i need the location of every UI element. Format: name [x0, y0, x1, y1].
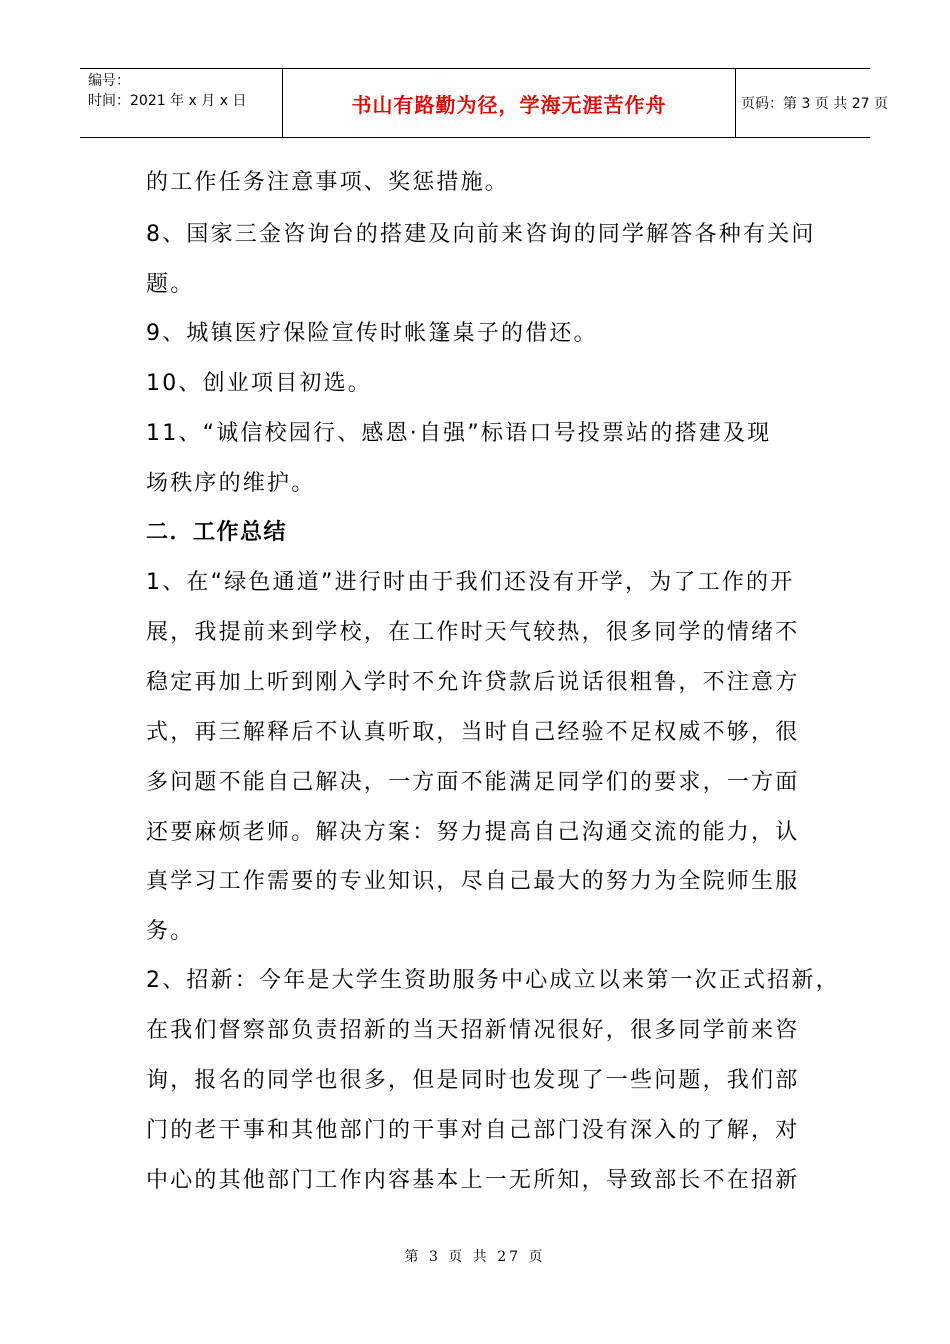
body-line: 的工作任务注意事项、奖惩措施。 [146, 170, 510, 195]
body-line: 10、创业项目初选。 [146, 371, 372, 396]
body-line: 多问题不能自己解决，一方面不能满足同学们的要求，一方面 [146, 770, 800, 795]
body-line: 11、“诚信校园行、感恩·自强”标语口号投票站的搭建及现 [146, 421, 772, 446]
body-line: 门的老干事和其他部门的干事对自己部门没有深入的了解，对 [146, 1118, 800, 1143]
body-line: 真学习工作需要的专业知识，尽自己最大的努力为全院师生服 [146, 869, 800, 894]
body-line: 务。 [146, 919, 195, 944]
body-line: 场秩序的维护。 [146, 471, 316, 496]
date-label: 时间：2021 年 x 月 x 日 [88, 93, 247, 109]
page-footer: 第 3 页 共 27 页 [404, 1249, 546, 1265]
section-heading: 二．工作总结 [146, 520, 288, 545]
body-line: 中心的其他部门工作内容基本上一无所知，导致部长不在招新 [146, 1168, 800, 1193]
body-line: 9、城镇医疗保险宣传时帐篷桌子的借还。 [146, 321, 598, 346]
body-line: 2、招新：今年是大学生资助服务中心成立以来第一次正式招新， [146, 968, 840, 993]
motto-text: 书山有路勤为径，学海无涯苦作舟 [351, 92, 667, 117]
body-line: 询，报名的同学也很多，但是同时也发现了一些问题，我们部 [146, 1068, 800, 1093]
serial-number-label: 编号： [88, 73, 130, 89]
body-line: 还要麻烦老师。解决方案：努力提高自己沟通交流的能力，认 [146, 820, 800, 845]
header-motto-cell [282, 69, 736, 137]
body-line: 题。 [146, 272, 195, 297]
body-line: 稳定再加上听到刚入学时不允许贷款后说话很粗鲁，不注意方 [146, 670, 800, 695]
header-page-info: 页码：第 3 页 共 27 页 [741, 96, 888, 112]
body-line: 展，我提前来到学校，在工作时天气较热，很多同学的情绪不 [146, 620, 800, 645]
body-line: 式，再三解释后不认真听取，当时自己经验不足权威不够，很 [146, 720, 800, 745]
body-line: 在我们督察部负责招新的当天招新情况很好，很多同学前来咨 [146, 1018, 800, 1043]
header-meta-cell [80, 69, 282, 137]
body-line: 8、国家三金咨询台的搭建及向前来咨询的同学解答各种有关问 [146, 222, 816, 247]
header-page-cell [735, 69, 888, 137]
body-line: 1、在“绿色通道”进行时由于我们还没有开学，为了工作的开 [146, 570, 795, 595]
document-header [80, 68, 888, 138]
